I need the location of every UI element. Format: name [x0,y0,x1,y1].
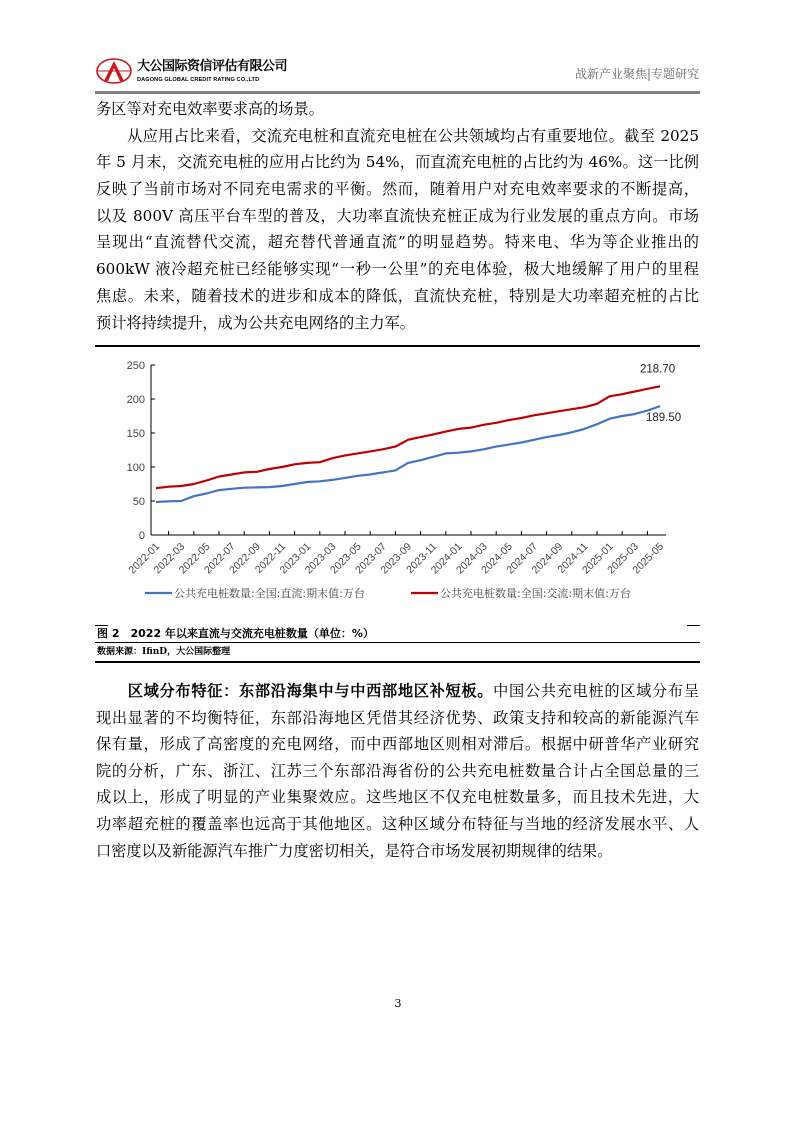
legend-label: 公共充电桩数量:全国:交流:期末值:万台 [440,587,631,600]
y-tick-label: 50 [132,496,145,508]
text-line: 成以上，形成了明显的产业集聚效应。这些地区不仅充电桩数量多，而且技术先进，大 [96,788,699,807]
section-lead: 区域分布特征：东部沿海集中与中西部地区补短板。 [96,682,494,700]
text-line: 600kW 液冷超充桩已经能够实现“一秒一公里”的充电体验，极大地缓解了用户的里程 [96,260,699,279]
source-divider [95,661,700,663]
paragraph-regional-distribution [96,678,699,864]
company-name-cn: 大公国际资信评估有限公司 [137,59,288,74]
x-tick-label: 2023-07 [353,540,389,577]
text-segment: 中国公共充电桩的区域分布呈 [493,682,699,700]
text-line [96,678,699,705]
x-tick-label: 2023-01 [277,540,314,577]
caption-rule-right [687,625,700,626]
x-tick-label: 2024-11 [555,540,591,576]
caption-rule-left [95,625,108,626]
x-tick-label: 2022-07 [201,540,238,577]
x-tick-label: 2022-01 [126,540,163,577]
text-line: 以及 800V 高压平台车型的普及，大功率直流快充桩正成为行业发展的重点方向。市场 [96,206,699,225]
y-tick-label: 150 [126,428,145,440]
text-line: 呈现出“直流替代交流，超充替代普通直流”的明显趋势。特来电、华为等企业推出的 [96,233,699,252]
x-tick-label: 2024-01 [428,540,465,577]
x-tick-label: 2024-05 [479,540,515,577]
x-tick-label: 2022-09 [227,540,263,577]
text-line: 院的分析，广东、浙江、江苏三个东部沿海省份的公共充电桩数量合计占全国总量的三 [96,761,699,780]
figure-caption: 图 2 2022 年以来直流与交流充电桩数量（单位：%） [97,627,374,640]
x-tick-label: 2025-01 [579,540,616,577]
data-label: 189.50 [646,412,682,425]
x-tick-label: 2022-03 [151,540,188,577]
text-line: 功率超充桩的覆盖率也远高于其他地区。这种区域分布特征与当地的经济发展水平、人 [96,814,699,833]
y-tick-label: 200 [126,394,145,406]
text-line: 务区等对充电效率要求高的场景。 [96,100,324,118]
y-tick-label: 0 [138,530,145,542]
x-tick-label: 2024-07 [504,540,541,577]
y-tick-label: 100 [126,462,145,474]
text-line: 反映了当前市场对不同充电需求的平衡。然而，随着用户对充电效率要求的不断提高， [96,180,699,199]
x-tick-label: 2024-09 [529,540,566,577]
x-tick-label: 2023-11 [404,540,440,576]
page-number: 3 [394,997,402,1010]
caption-divider [95,642,700,643]
text-line: 预计将持续提升，成为公共充电网络的主力军。 [96,313,415,332]
company-name-en: DAGONG GLOBAL CREDIT RATING CO.,LTD [137,77,260,83]
x-tick-label: 2023-03 [302,540,339,577]
series-line-dc [156,406,660,502]
section-title: 战新产业聚焦|专题研究 [574,67,699,81]
text-line: 年 5 月末，交流充电桩的应用占比约为 54%，而直流充电桩的占比约为 46%。这一比例 [96,153,699,172]
legend-label: 公共充电桩数量:全国:直流:期末值:万台 [174,587,365,600]
y-tick-label: 250 [126,360,145,372]
x-tick-label: 2022-11 [252,540,289,576]
x-tick-label: 2025-05 [630,540,667,577]
figure-source: 数据来源：IfinD，大公国际整理 [97,647,231,657]
text-line: 保有量，形成了高密度的充电网络，而中西部地区则相对滞后。根据中研普华产业研究 [96,735,699,754]
text-line: 口密度以及新能源汽车推广力度密切相关，是符合市场发展初期规律的结果。 [96,841,613,860]
text-line: 现出显著的不均衡特征，东部沿海地区凭借其经济优势、政策支持和较高的新能源汽车 [96,708,699,727]
series-line-ac [156,386,660,488]
text-line: 从应用占比来看，交流充电桩和直流充电桩在公共领域均占有重要地位。截至 2025 [96,126,699,145]
x-tick-label: 2023-09 [378,540,415,577]
x-tick-label: 2023-05 [327,540,364,577]
data-label: 218.70 [640,363,676,376]
x-tick-label: 2024-03 [453,540,490,577]
text-line: 焦虑。未来，随着技术的进步和成本的降低，直流快充桩，特别是大功率超充桩的占比 [96,286,699,305]
x-tick-label: 2022-05 [176,540,213,577]
x-tick-label: 2025-03 [605,540,641,577]
